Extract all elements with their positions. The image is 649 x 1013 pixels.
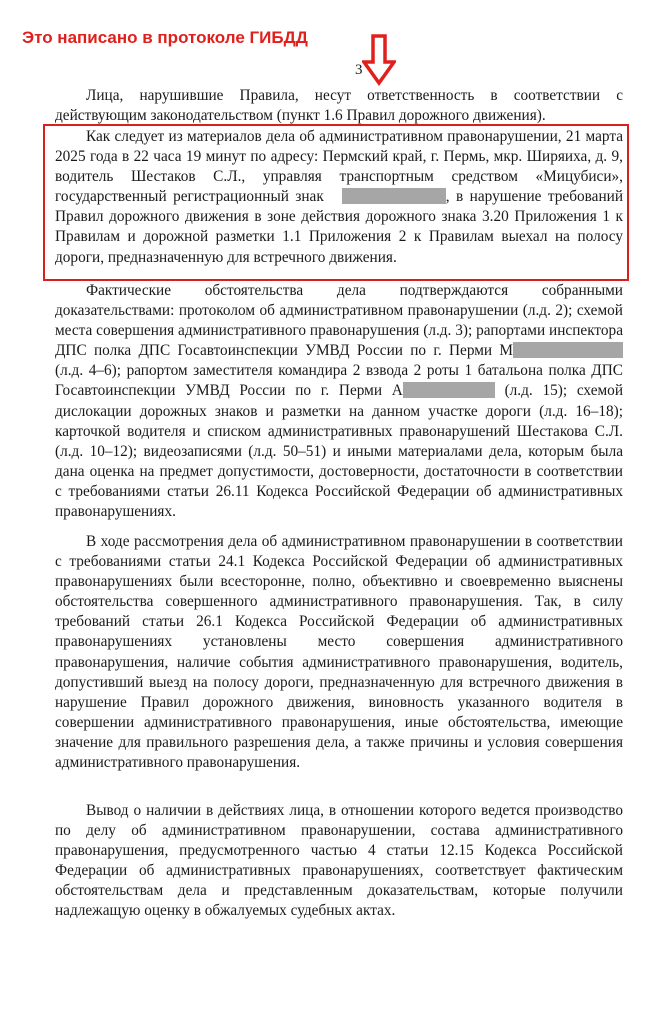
paragraph-2-part-a: Как следует из материалов дела об административном правонарушении, 21 марта 2025 года в 22 часа 19 минут по адресу: Пермский край, г. Пермь, мкр. Ширяиха, д. 9, водитель Шестаков С.Л., управляя транспортным средством «Мицубиси», государственный регистрационный знак [55,128,623,206]
paragraph-1 [55,86,623,126]
paragraph-3-part-a: Фактические обстоятельства дела подтверждаются собранными доказательствами: протоколом об административном правонарушении (л.д. 2); схемой места совершения административного правонарушения (л.д. 3); рапортами инспектора ДПС полка ДПС Госавтоинспекции УМВД России по г. Перми М [55,282,623,360]
page-number: 3 [355,62,363,78]
paragraph-3 [55,281,623,522]
redaction-plate-number [342,188,446,204]
paragraph-3-part-b: (л.д. 4–6); рапортом заместителя командира 2 взвода 2 роты 1 батальона полка ДПС Госавтоинспекции УМВД России по г. Перми А [55,362,623,400]
annotation-title: Это написано в протоколе ГИБДД [22,28,308,47]
paragraph-5-text: Вывод о наличии в действиях лица, в отношении которого ведется производство по делу об административном правонарушении, состава административного правонарушения, предусмотренного частью 4 статьи 12.15 Кодекса Российской Федерации об административных правонарушениях, соответствует фактическим обстоятельствам дела и представленным доказательствам, которые получили надлежащую оценку в обжалуемых судебных актах. [55,802,623,920]
paragraph-4-text: В ходе рассмотрения дела об административном правонарушении в соответствии с требованиями статьи 24.1 Кодекса Российской Федерации об административных правонарушениях были всесторонне, полно, объективно и своевременно выяснены обстоятельства совершенного административного правонарушения. Так, в силу требований статьи 26.1 Кодекса Российской Федерации об административных правонарушениях установлены место совершения административного правонарушения, наличие события административного правонарушения, водитель, допустивший выезд на полосу дороги, предназначенную для встречного движения в нарушение Правил дорожного движения, виновность указанного водителя в совершении административного правонарушения, иные обстоятельства, имеющие значение для правильного разрешения дела, а также причины и условия совершения административного правонарушения. [55,533,623,772]
redaction-deputy-name [403,382,495,398]
paragraph-2 [55,127,623,268]
paragraph-4 [55,532,623,773]
redaction-inspector-name [513,342,623,358]
paragraph-3-part-c: (л.д. 15); схемой дислокации дорожных знаков и разметки на данном участке дороги (л.д. 16–18); карточкой водителя и списком административных правонарушений Шестакова С.Л. (л.д. 10–12); видеозаписями (л.д. 50–51) и иными материалами дела, которым была дана оценка на предмет допустимости, достоверности, достаточности в соответствии с требованиями статьи 26.11 Кодекса Российской Федерации об административных правонарушениях. [55,382,624,521]
paragraph-2-part-b: , в нарушение требований Правил дорожного движения в зоне действия дорожного знака 3.20 Приложения 1 к Правилам и дорожной разметки 1.1 Приложения 2 к Правилам выехал на полосу дороги, предназначенную для встречного движения. [55,188,623,266]
paragraph-5 [55,801,623,922]
paragraph-3-text [55,281,623,522]
paragraph-1-text: Лица, нарушившие Правила, несут ответственность в соответствии с действующим законодательством (пункт 1.6 Правил дорожного движения). [55,87,623,125]
arrow-down-icon [362,34,396,86]
paragraph-2-text [55,127,623,268]
